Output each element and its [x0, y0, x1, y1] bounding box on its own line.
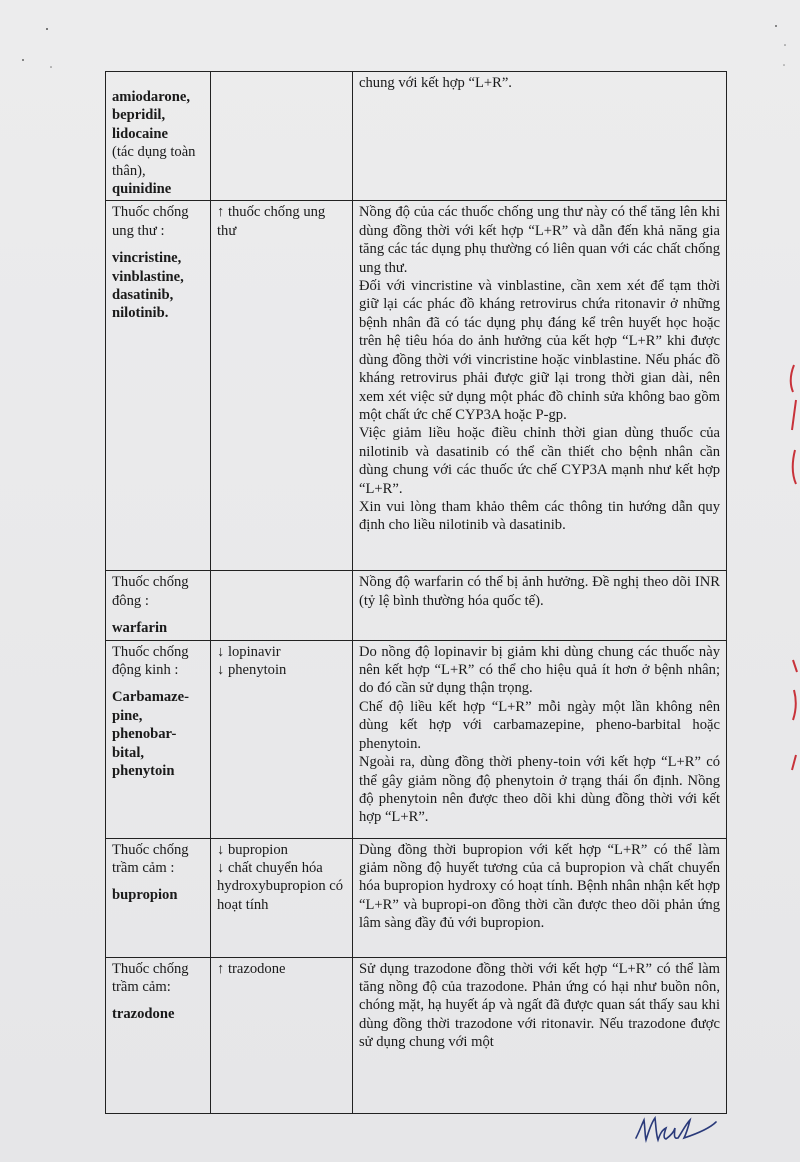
table-row — [106, 838, 727, 957]
drug-name: warfarin — [112, 620, 168, 637]
drug-class-cell — [106, 838, 211, 957]
drug-class-label: Thuốc chống trầm cảm: — [112, 960, 189, 996]
drug-interaction-table — [105, 71, 727, 1114]
drug-class-cell — [106, 72, 211, 201]
drug-name: phenytoin — [112, 763, 175, 780]
signature-handwritten — [630, 1108, 720, 1152]
description-paragraph: Nồng độ warfarin có thể bị ảnh hưởng. Đề nghị theo dõi INR (tỷ lệ bình thường hóa quốc tế). — [359, 574, 720, 609]
table-row — [106, 957, 727, 1113]
effect-text: ↓ phenytoin — [217, 662, 287, 679]
drug-class-label: Thuốc chống động kinh : — [112, 643, 189, 679]
description-cell — [353, 640, 727, 838]
drug-class-label: Thuốc chống đông : — [112, 574, 189, 609]
red-stamp-edge — [784, 360, 800, 780]
drug-class-label: Thuốc chống trầm cảm : — [112, 841, 189, 877]
drug-class-cell — [106, 201, 211, 571]
drug-name: vincristine, — [112, 250, 182, 267]
drug-class-cell — [106, 571, 211, 640]
effect-text: ↓ lopinavir — [217, 643, 281, 660]
drug-name: nilotinib. — [112, 305, 169, 322]
drug-class-cell — [106, 640, 211, 838]
effect-cell — [211, 201, 353, 571]
description-paragraph: Việc giảm liều hoặc điều chỉnh thời gian dùng thuốc của nilotinib và dasatinib có thể cần thiết cho bệnh nhân cần dùng chung với các thuốc ức chế CYP3A mạnh như kết hợp “L+R”. — [359, 425, 720, 497]
effect-text: ↓ chất chuyển hóa hydroxybupropion có hoạt tính — [217, 860, 344, 913]
table-row — [106, 571, 727, 640]
description-paragraph: Nồng độ của các thuốc chống ung thư này có thể tăng lên khi dùng đồng thời với kết hợp “L+R” và dẫn đến khả năng gia tăng các tác dụng phụ thường có liên quan với các chất chống ung thư. — [359, 204, 720, 276]
description-paragraph: Ngoài ra, dùng đồng thời pheny-toin với kết hợp “L+R” có thể gây giảm nồng độ phenytoin ở trạng thái ổn định. Nồng độ phenytoin nên được theo dõi khi dùng đồng thời với kết hợp “L+R”. — [359, 754, 720, 826]
description-paragraph: Chế độ liều kết hợp “L+R” mỗi ngày một lần không nên dùng kết hợp với carbamazepine, pheno-barbital hoặc phenytoin. — [359, 698, 720, 752]
effect-text: ↑ trazodone — [217, 960, 286, 977]
description-paragraph: Sử dụng trazodone đồng thời với kết hợp “L+R” có thể làm tăng nồng độ của trazodone. Phản ứng có hại như buồn nôn, chóng mặt, hạ huyết áp và ngất đã được quan sát thấy sau khi dùng đồng thời trazodone với ritonavir. Nếu trazodone được sử dụng chung với một — [359, 960, 720, 1051]
description-paragraph: chung với kết hợp “L+R”. — [359, 75, 512, 91]
description-cell — [353, 571, 727, 640]
effect-cell — [211, 957, 353, 1113]
description-cell — [353, 201, 727, 571]
description-paragraph: Xin vui lòng tham khảo thêm các thông tin hướng dẫn quy định cho liều nilotinib và dasatinib. — [359, 498, 720, 534]
drug-name: phenobar-bital, — [112, 726, 177, 761]
description-cell — [353, 72, 727, 201]
drug-name: lidocaine — [112, 125, 168, 142]
drug-name: dasatinib, — [112, 287, 174, 304]
drug-name: amiodarone, — [112, 89, 190, 105]
drug-name: bupropion — [112, 887, 178, 904]
drug-name: vinblastine, — [112, 268, 184, 285]
drug-name: trazodone — [112, 1006, 175, 1023]
description-paragraph: Đối với vincristine và vinblastine, cần xem xét để tạm thời giữ lại các phác đồ kháng retrovirus chứa ritonavir ở những bệnh nhân đã có tác dụng phụ đáng kể trên huyết học hoặc trên hệ tiêu hóa do ảnh hưởng của kết hợp “L+R” khi được dùng đồng thời với vincristine hoặc vinblastine. Nếu phác đồ kháng retrovirus phải được giữ lại trong thời gian dài, nên xem xét việc sử dụng một phác đồ chỉnh sửa không bao gồm một chất ức chế CYP3A hoặc P-gp. — [359, 278, 720, 423]
effect-cell — [211, 72, 353, 201]
effect-text: ↓ bupropion — [217, 841, 288, 858]
effect-cell — [211, 838, 353, 957]
description-cell — [353, 957, 727, 1113]
drug-name: quinidine — [112, 181, 172, 198]
drug-name: Carbamaze-pine, — [112, 689, 189, 724]
effect-cell — [211, 640, 353, 838]
table-row — [106, 72, 727, 201]
drug-class-cell — [106, 957, 211, 1113]
effect-cell — [211, 571, 353, 640]
table-row — [106, 640, 727, 838]
description-cell — [353, 838, 727, 957]
drug-class-label: Thuốc chống ung thư : — [112, 204, 189, 239]
effect-text: ↑ thuốc chống ung thư — [217, 204, 326, 239]
table-row — [106, 201, 727, 571]
drug-note: (tác dụng toàn thân), — [112, 144, 196, 179]
description-paragraph: Dùng đồng thời bupropion với kết hợp “L+R” có thể làm giảm nồng độ huyết tương của cả bupropion và chất chuyển hóa bupropion hydroxy có hoạt tính. Bệnh nhân nhận kết hợp “L+R” và bupropi-on đồng thời cần được theo dõi phản ứng lâm sàng đầy đủ với bupropion. — [359, 841, 720, 932]
drug-name: bepridil, — [112, 107, 166, 124]
description-paragraph: Do nồng độ lopinavir bị giảm khi dùng chung các thuốc này nên kết hợp “L+R” có thể cho hiệu quả ít hơn ở bệnh nhân; do đó cần sử dụng thận trọng. — [359, 643, 720, 697]
